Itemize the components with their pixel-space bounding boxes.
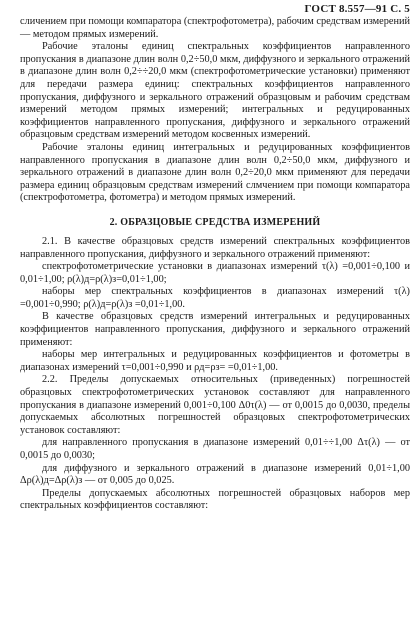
document-body [20,16,410,513]
paragraph: Рабочие эталоны единиц интегральных и редуцированных коэффициентов направленного пропускания в диапазоне длин волн 0,2÷50,0 мкм, диффузного и зеркального отражений в диапазоне длин волн 0,2÷20,0 мкм применяют для передачи размера единиц образцовым средствам измерений слмчением при помощи компаратора (спектрофотометра, фотометра) и методом прямых измерений. [20,141,410,204]
paragraph: 2.1. В качестве образцовых средств измерений спектральных коэффициентов направленного пропускания, диффузного и зеркального отражений применяют: [20,235,410,260]
paragraph: Рабочие эталоны единиц спектральных коэффициентов направленного пропускания в диапазоне длин волн 0,2÷50,0 мкм, диффузного и зеркального отражений в диапазоне длин волн 0,2÷÷20,0 мкм (спектрофотометрические установки) применяют для передачи размера единиц: спектральных коэффициентов направленного пропускания, диффузного и зеркального отражений образцовым и рабочим средствам измерений методом прямых измерений; интегральных и редуцированных коэффициентов направленного пропускания, диффузного и зеркального отражений образцовым средствам измерений методом косвенных измерений. [20,41,410,141]
paragraph: спектрофотометрические установки в диапазонах измерений τ(λ) =0,001÷0,100 и 0,01÷1,00; ρ(λ)д=ρ(λ)з=0,01÷1,00; [20,261,410,285]
paragraph: Пределы допускаемых абсолютных погрешностей образцовых наборов мер спектральных коэффициентов составляют: [20,487,410,512]
paragraph: наборы мер спектральных коэффициентов в диапазонах измерений τ(λ) =0,001÷0,990; ρ(λ)д=ρ(λ)з =0,01÷1,00. [20,286,410,310]
paragraph: В качестве образцовых средств измерений интегральных и редуцированных коэффициентов направленного пропускания, диффузного и зеркального отражений применяют: [20,311,410,348]
paragraph: для направленного пропускания в диапазоне измерений 0,01÷÷1,00 Δτ(λ) — от 0,0015 до 0,0030; [20,437,410,461]
paragraph: для диффузного и зеркального отражений в диапазоне измерений 0,01÷1,00 Δρ(λ)д=Δρ(λ)з — от 0,005 до 0,025. [20,462,410,487]
paragraph: 2.2. Пределы допускаемых относительных (приведенных) погрешностей образцовых спектрофотометрических установок составляют для направленного пропускания в диапазоне измерений 0,001÷0,100 Δ0τ(λ) — от 0,0015 до 0,0030, пределы допускаемых абсолютных погрешностей образцовых спектрофотометрических установок составляют: [20,374,410,436]
page-header: ГОСТ 8.557—91 С. 5 [304,3,410,15]
section-heading: 2. ОБРАЗЦОВЫЕ СРЕДСТВА ИЗМЕРЕНИЙ [109,216,321,228]
paragraph: сличением при помощи компаратора (спектрофотометра), рабочим средствам измерений — методом прямых измерений. [20,16,410,40]
paragraph: наборы мер интегральных и редуцированных коэффициентов и фотометры в диапазонах измерений τ=0,001÷0,990 и ρд=ρз= =0,01÷1,00. [20,349,410,373]
